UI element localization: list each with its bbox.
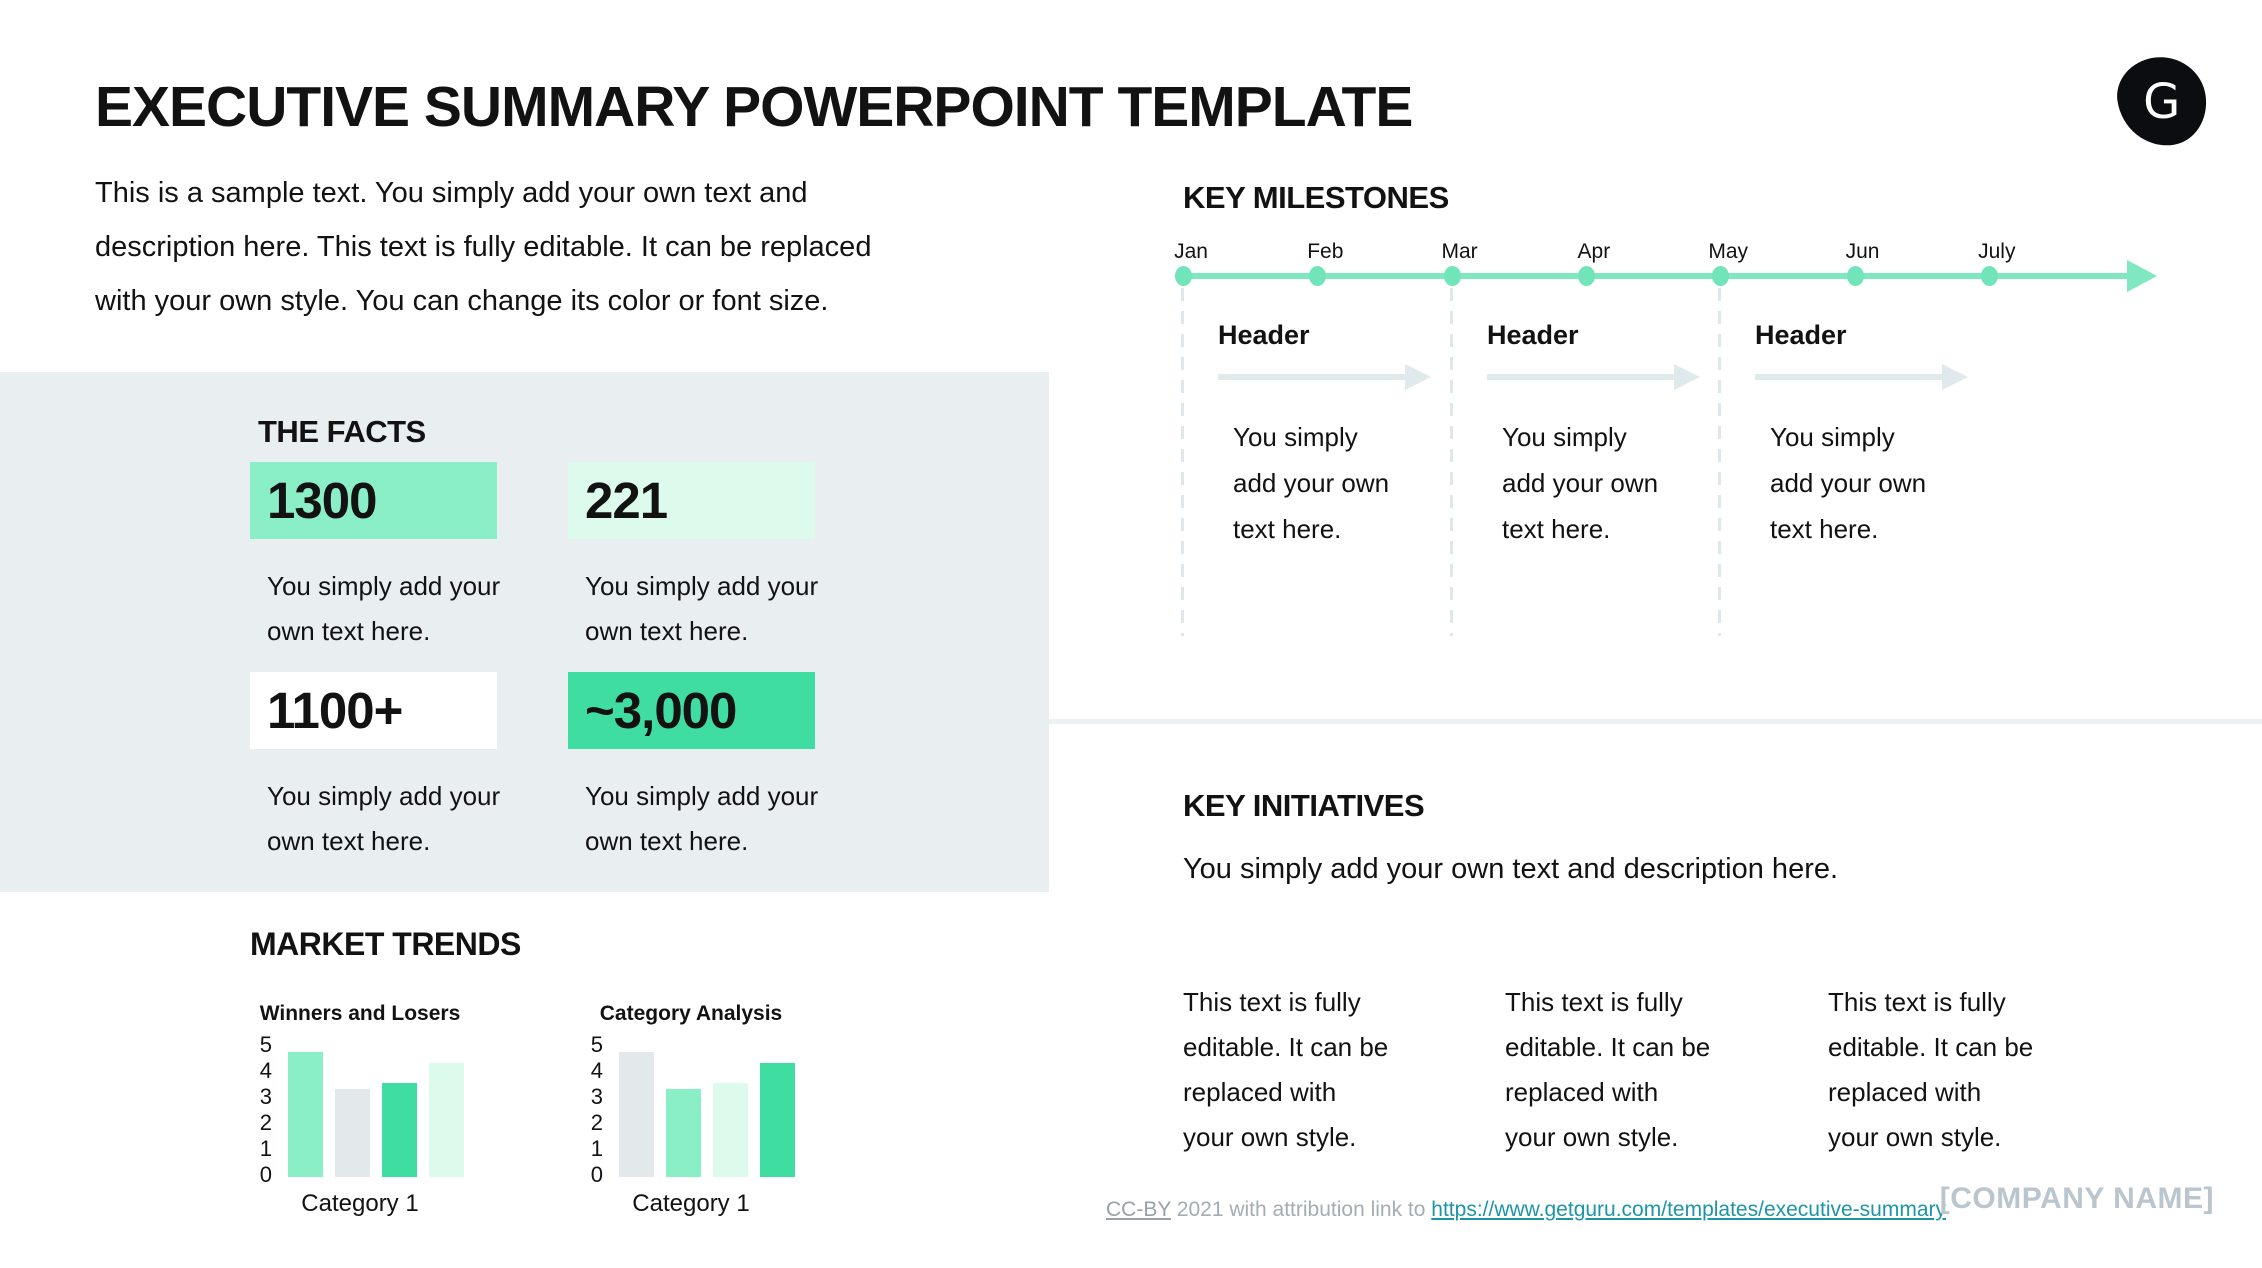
key-initiatives-subtitle: You simply add your own text and description here. (1183, 853, 1839, 885)
bar (666, 1089, 701, 1177)
timeline-dot (1309, 266, 1326, 286)
fact-value-box: 1100+ (250, 672, 497, 749)
company-name-placeholder: [COMPANY NAME] (1939, 1182, 2214, 1215)
bar (429, 1063, 464, 1177)
chart-title: Category Analysis (599, 1002, 783, 1025)
milestone-header: Header (1755, 320, 1847, 350)
milestone-header: Header (1218, 320, 1310, 350)
fact-caption: You simply add your own text here. (267, 571, 501, 646)
attribution-text: 2021 with attribution link to (1170, 1198, 1432, 1221)
bar (288, 1052, 323, 1177)
timeline-dot (1175, 266, 1192, 286)
chart-x-label: Category 1 (301, 1190, 419, 1217)
bar (382, 1083, 417, 1177)
fact-caption: You simply add your own text here. (585, 571, 819, 646)
milestone-body: You simply add your own text here. (1770, 422, 1927, 544)
fact-value-box: 1300 (250, 462, 497, 539)
bar (619, 1052, 654, 1177)
milestone-column (1755, 318, 1971, 552)
y-axis-tick-label: 0 (590, 1162, 603, 1187)
bar-chart-winners-losers (240, 1000, 475, 1215)
milestone-header: Header (1487, 320, 1579, 350)
page-title: EXECUTIVE SUMMARY POWERPOINT TEMPLATE (95, 75, 1413, 139)
chart-x-label: Category 1 (632, 1190, 750, 1217)
attribution-note (1106, 1198, 1946, 1222)
y-axis-tick-label: 1 (259, 1136, 272, 1161)
timeline-month-label: Jan (1174, 240, 1208, 263)
timeline-month-label: Jun (1845, 240, 1880, 263)
timeline-dashed-connector (1450, 288, 1453, 636)
fact-caption: You simply add your own text here. (267, 781, 501, 856)
timeline-dot (1712, 266, 1729, 286)
timeline-month-label: Mar (1441, 240, 1478, 263)
timeline-month-label: July (1978, 240, 2016, 263)
timeline-month-label: Feb (1307, 240, 1344, 263)
milestone-column (1487, 318, 1703, 552)
key-milestones-heading: KEY MILESTONES (1183, 180, 1449, 215)
milestone-body: You simply add your own text here. (1233, 422, 1390, 544)
chart-y-axis (571, 1034, 603, 1186)
y-axis-tick-label: 1 (590, 1136, 603, 1161)
bar-chart-category-analysis (571, 1000, 806, 1215)
chart-title: Winners and Losers (259, 1002, 461, 1025)
timeline-dot (1981, 266, 1998, 286)
initiative-column: This text is fully editable. It can be replaced with your own style. (1183, 987, 1389, 1152)
fact-caption: You simply add your own text here. (585, 781, 819, 856)
right-arrow-icon (1487, 364, 1701, 390)
timeline-dashed-connector (1718, 288, 1721, 636)
timeline-month-label: Apr (1577, 240, 1611, 263)
template-link[interactable]: https://www.getguru.com/templates/executive-summary (1431, 1198, 1946, 1221)
right-arrow-icon (1755, 364, 1969, 390)
timeline-dot (1578, 266, 1595, 286)
timeline (1174, 240, 2183, 300)
right-arrow-icon (1218, 364, 1432, 390)
timeline-dot (1847, 266, 1864, 286)
chart-y-axis (240, 1034, 272, 1186)
y-axis-tick-label: 3 (259, 1084, 272, 1109)
fact-value-box: 221 (568, 462, 815, 539)
bar (760, 1063, 795, 1177)
market-trends-heading: MARKET TRENDS (250, 926, 521, 962)
initiative-column: This text is fully editable. It can be replaced with your own style. (1828, 987, 2034, 1152)
bar (713, 1083, 748, 1177)
y-axis-tick-label: 4 (590, 1058, 603, 1083)
y-axis-tick-label: 3 (590, 1084, 603, 1109)
guru-logo-icon: G (2112, 51, 2212, 151)
timeline-month-label: May (1708, 240, 1749, 263)
y-axis-tick-label: 4 (259, 1058, 272, 1083)
fact-value-box: ~3,000 (568, 672, 815, 749)
y-axis-tick-label: 5 (590, 1032, 603, 1057)
key-initiatives-heading: KEY INITIATIVES (1183, 788, 1425, 823)
y-axis-tick-label: 5 (259, 1032, 272, 1057)
chart-plot-area (288, 1047, 464, 1177)
milestone-body: You simply add your own text here. (1502, 422, 1659, 544)
facts-heading: THE FACTS (258, 414, 426, 449)
intro-paragraph: This is a sample text. You simply add your own text and description here. This text is fully editable. It can be replaced with your own style. You can change its color or font size. (95, 177, 872, 317)
timeline-arrow-icon (2127, 260, 2157, 292)
milestone-column (1218, 318, 1434, 552)
chart-plot-area (619, 1047, 795, 1177)
section-divider (1049, 719, 2262, 724)
bar (335, 1089, 370, 1177)
initiative-column: This text is fully editable. It can be replaced with your own style. (1505, 987, 1711, 1152)
y-axis-tick-label: 2 (259, 1110, 272, 1135)
y-axis-tick-label: 2 (590, 1110, 603, 1135)
timeline-dashed-connector (1181, 288, 1184, 636)
y-axis-tick-label: 0 (259, 1162, 272, 1187)
cc-by-link[interactable]: CC-BY (1106, 1198, 1171, 1221)
timeline-dot (1444, 266, 1461, 286)
facts-panel (0, 372, 1049, 892)
